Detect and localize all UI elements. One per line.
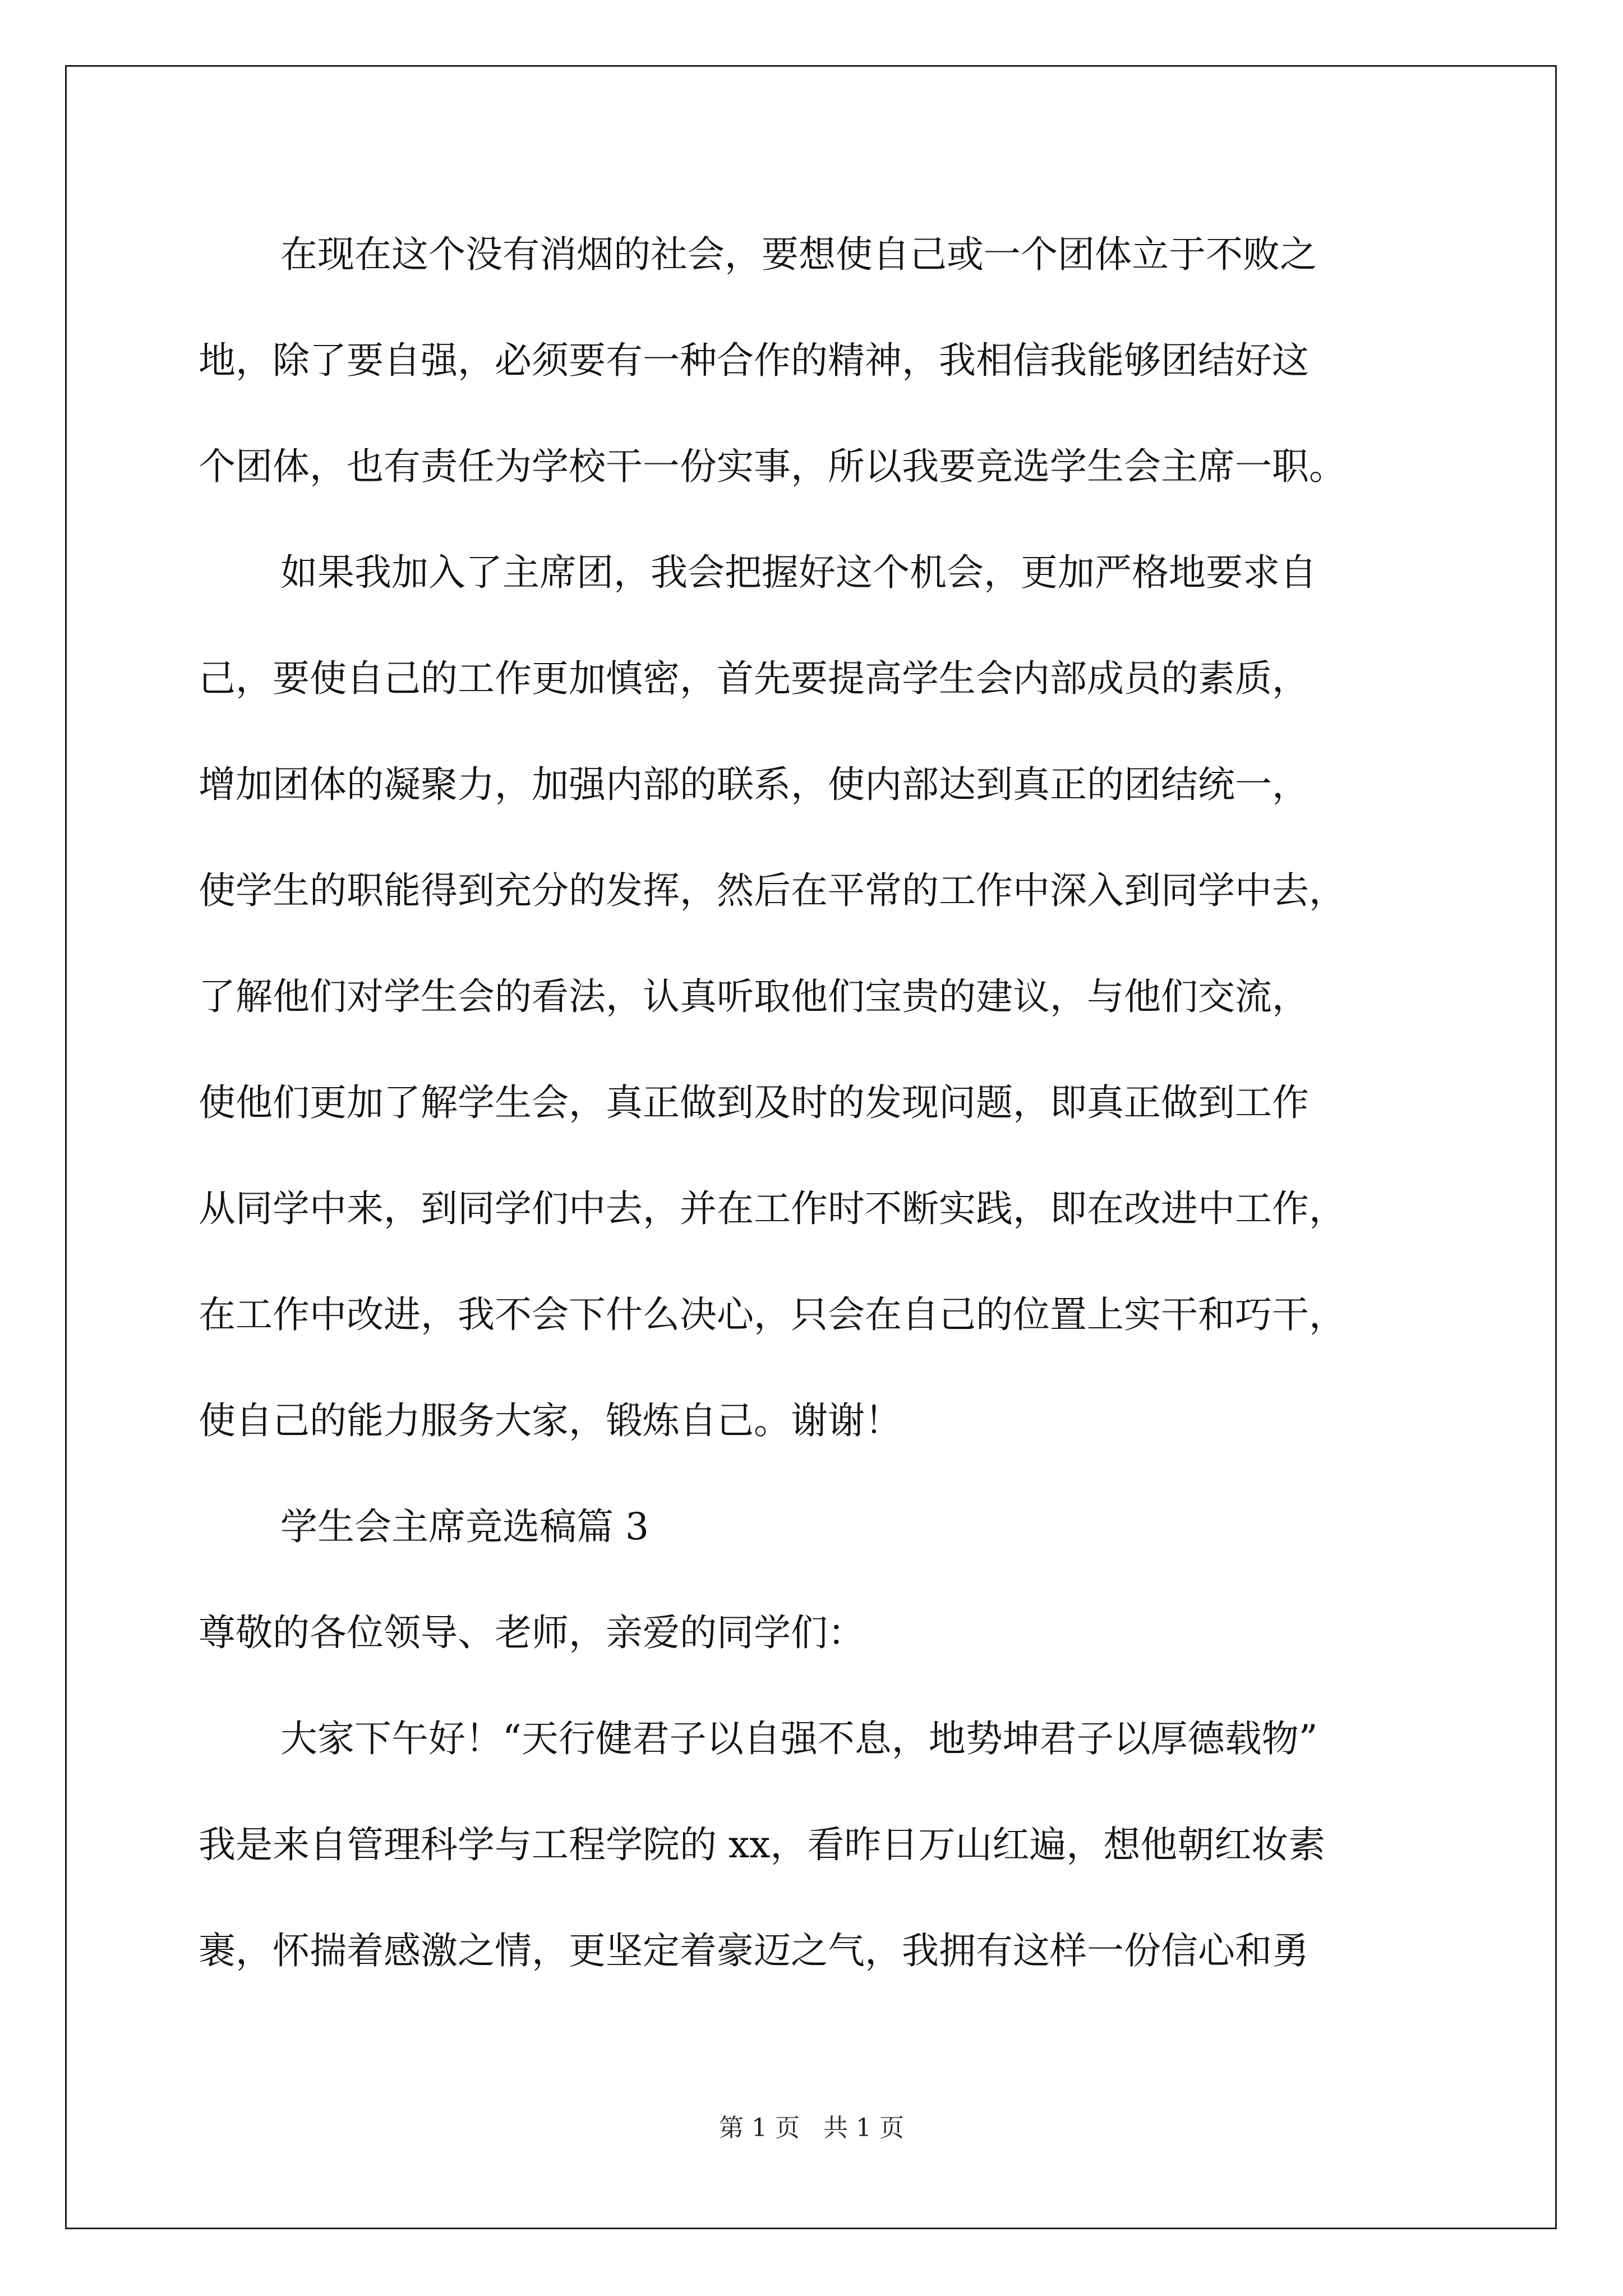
section-heading: 学生会主席竞选稿篇 3 [280, 1505, 649, 1548]
paragraph-line: 增加团体的凝聚力，加强内部的联系，使内部达到真正的团结统一， [199, 763, 1309, 806]
paragraph-line: 裹，怀揣着感激之情，更坚定着豪迈之气，我拥有这样一份信心和勇 [199, 1929, 1309, 1972]
paragraph-line: 使他们更加了解学生会，真正做到及时的发现问题，即真正做到工作 [199, 1081, 1309, 1124]
paragraph-line: 使学生的职能得到充分的发挥，然后在平常的工作中深入到同学中去， [199, 869, 1346, 912]
paragraph-line: 在现在这个没有消烟的社会，要想使自己或一个团体立于不败之 [280, 233, 1317, 276]
page-border [65, 65, 1557, 2229]
paragraph-line: 个团体，也有责任为学校干一份实事，所以我要竞选学生会主席一职。 [199, 445, 1346, 488]
paragraph-line: 如果我加入了主席团，我会把握好这个机会，更加严格地要求自 [280, 551, 1317, 594]
paragraph-line: 地，除了要自强，必须要有一种合作的精神，我相信我能够团结好这 [199, 339, 1309, 382]
paragraph-line: 我是来自管理科学与工程学院的 xx，看昨日万山红遍，想他朝红妆素 [199, 1823, 1326, 1866]
paragraph-line: 了解他们对学生会的看法，认真听取他们宝贵的建议，与他们交流， [199, 975, 1309, 1018]
paragraph-line: 在工作中改进，我不会下什么决心，只会在自己的位置上实干和巧干， [199, 1293, 1346, 1336]
paragraph-line: 从同学中来，到同学们中去，并在工作时不断实践，即在改进中工作， [199, 1187, 1346, 1230]
paragraph-line: 大家下午好！“天行健君子以自强不息，地势坤君子以厚德载物” [280, 1717, 1318, 1760]
salutation: 尊敬的各位领导、老师，亲爱的同学们： [199, 1611, 865, 1654]
paragraph-line: 己，要使自己的工作更加慎密，首先要提高学生会内部成员的素质， [199, 657, 1309, 700]
page-number-footer: 第 1 页 共 1 页 [719, 2114, 904, 2142]
paragraph-line: 使自己的能力服务大家，锻炼自己。谢谢！ [199, 1399, 902, 1442]
